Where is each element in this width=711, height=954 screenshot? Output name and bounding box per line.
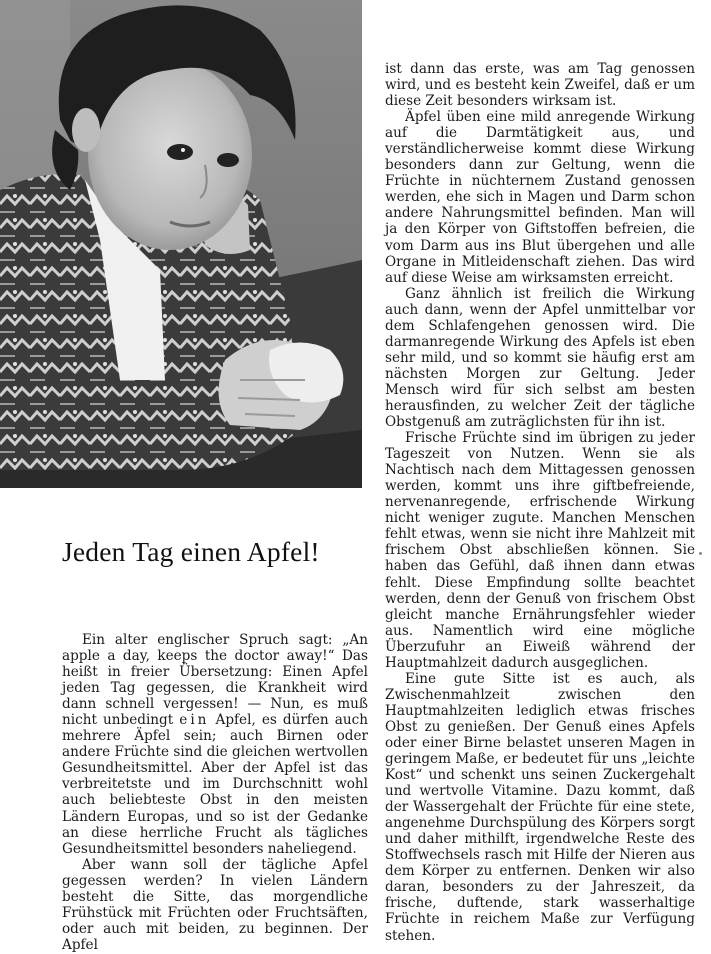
- paragraph: Aber wann soll der tägliche Apfel gegessen werden? In vielen Ländern besteht die Sitte, das morgendliche Frühstück mit Früchten oder Fruchtsäften, oder auch mit beiden, zu beginnen. Der Apfel: [62, 856, 368, 953]
- paragraph: Ganz ähnlich ist freilich die Wirkung auch dann, wenn der Apfel unmittelbar vor dem Schlafengehen genossen wird. Die darmanregende Wirkung des Apfels ist eben sehr mild, und so kommt sie häufig erst am nächsten Morgen zur Geltung. Jeder Mensch wird für sich selbst am besten herausfinden, zu welcher Zeit der tägliche Obstgenuß am zuträglichsten für ihn ist.: [385, 285, 695, 431]
- print-speck: [699, 552, 702, 555]
- paragraph: Frische Früchte sind im übrigen zu jeder Tageszeit von Nutzen. Wenn sie als Nachtisch nach dem Mittagessen genossen werden, kommt uns ihre giftbefreiende, nervenanregende, erfrischende Wirkung nicht weniger zugute. Manchen Menschen fehlt etwas, wenn sie nicht ihre Mahlzeit mit frischem Obst abschließen können. Sie haben das Gefühl, daß ihnen dann etwas fehlt. Diese Empfindung sollte beachtet werden, denn der Genuß von frischem Obst gleicht manche Ernährungsfehler wieder aus. Namentlich wird eine mögliche Überzufuhr an Eiweiß während der Hauptmahlzeit dadurch ausgeglichen.: [385, 430, 695, 671]
- left-column: [62, 632, 368, 953]
- paragraph: Eine gute Sitte ist es auch, als Zwischenmahlzeit zwischen den Hauptmahlzeiten lediglich etwas frisches Obst zu genießen. Der Genuß eines Apfels oder einer Birne belastet unseren Magen in geringem Maße, er bedeutet für uns „leichte Kost“ und schenkt uns seinen Zuckergehalt und wertvolle Vitamine. Dazu kommt, daß der Wassergehalt der Früchte für eine stete, angenehme Durchspülung des Körpers sorgt und daher mithilft, irgendwelche Reste des Stoffwechsels rasch mit Hilfe der Nieren aus dem Körper zu entfernen. Denken wir also daran, besonders zu der Jahreszeit, da frische, duftende, stark wasserhaltige Früchte in reichem Maße zur Verfügung stehen.: [385, 670, 695, 944]
- child-with-apple-photo: [0, 0, 362, 488]
- emphasized-word: ein: [179, 712, 210, 729]
- right-column: [385, 61, 695, 944]
- paragraph: Äpfel üben eine mild anregende Wirkung auf die Darmtätigkeit aus, und verständlicherweise kommt diese Wirkung besonders dann zur Geltung, wenn die Früchte in nüchternem Zustand genossen werden, ehe sich in Magen und Darm schon andere Nahrungsmittel befinden. Man will ja den Körper von Giftstoffen befreien, die vom Darm aus ins Blut übergehen und alle Organe in Mitleidenschaft ziehen. Das wird auf diese Weise am wirksamsten erreicht.: [385, 109, 695, 286]
- article-title: Jeden Tag einen Apfel!: [62, 536, 320, 567]
- paragraph: Ein alter englischer Spruch sagt: „An apple a day, keeps the doctor away!“ Das heißt in freier Übersetzung: Einen Apfel jeden Tag gegessen, die Krankheit wird dann schnell vergessen! — Nun, es muß nicht unbedingt ein Apfel, es dürfen auch mehrere Äpfel sein; auch Birnen oder andere Früchte sind die gleichen wertvollen Gesundheitsmittel. Aber der Apfel ist das verbreitetste und im Durchschnitt wohl auch beliebteste Obst in den meisten Ländern Europas, und so ist der Gedanke an diese herrliche Frucht als tägliches Gesundheitsmittel besonders naheliegend.: [62, 632, 368, 857]
- paragraph-continuation: ist dann das erste, was am Tag genossen wird, und es besteht kein Zweifel, daß er um diese Zeit besonders wirksam ist.: [385, 61, 695, 110]
